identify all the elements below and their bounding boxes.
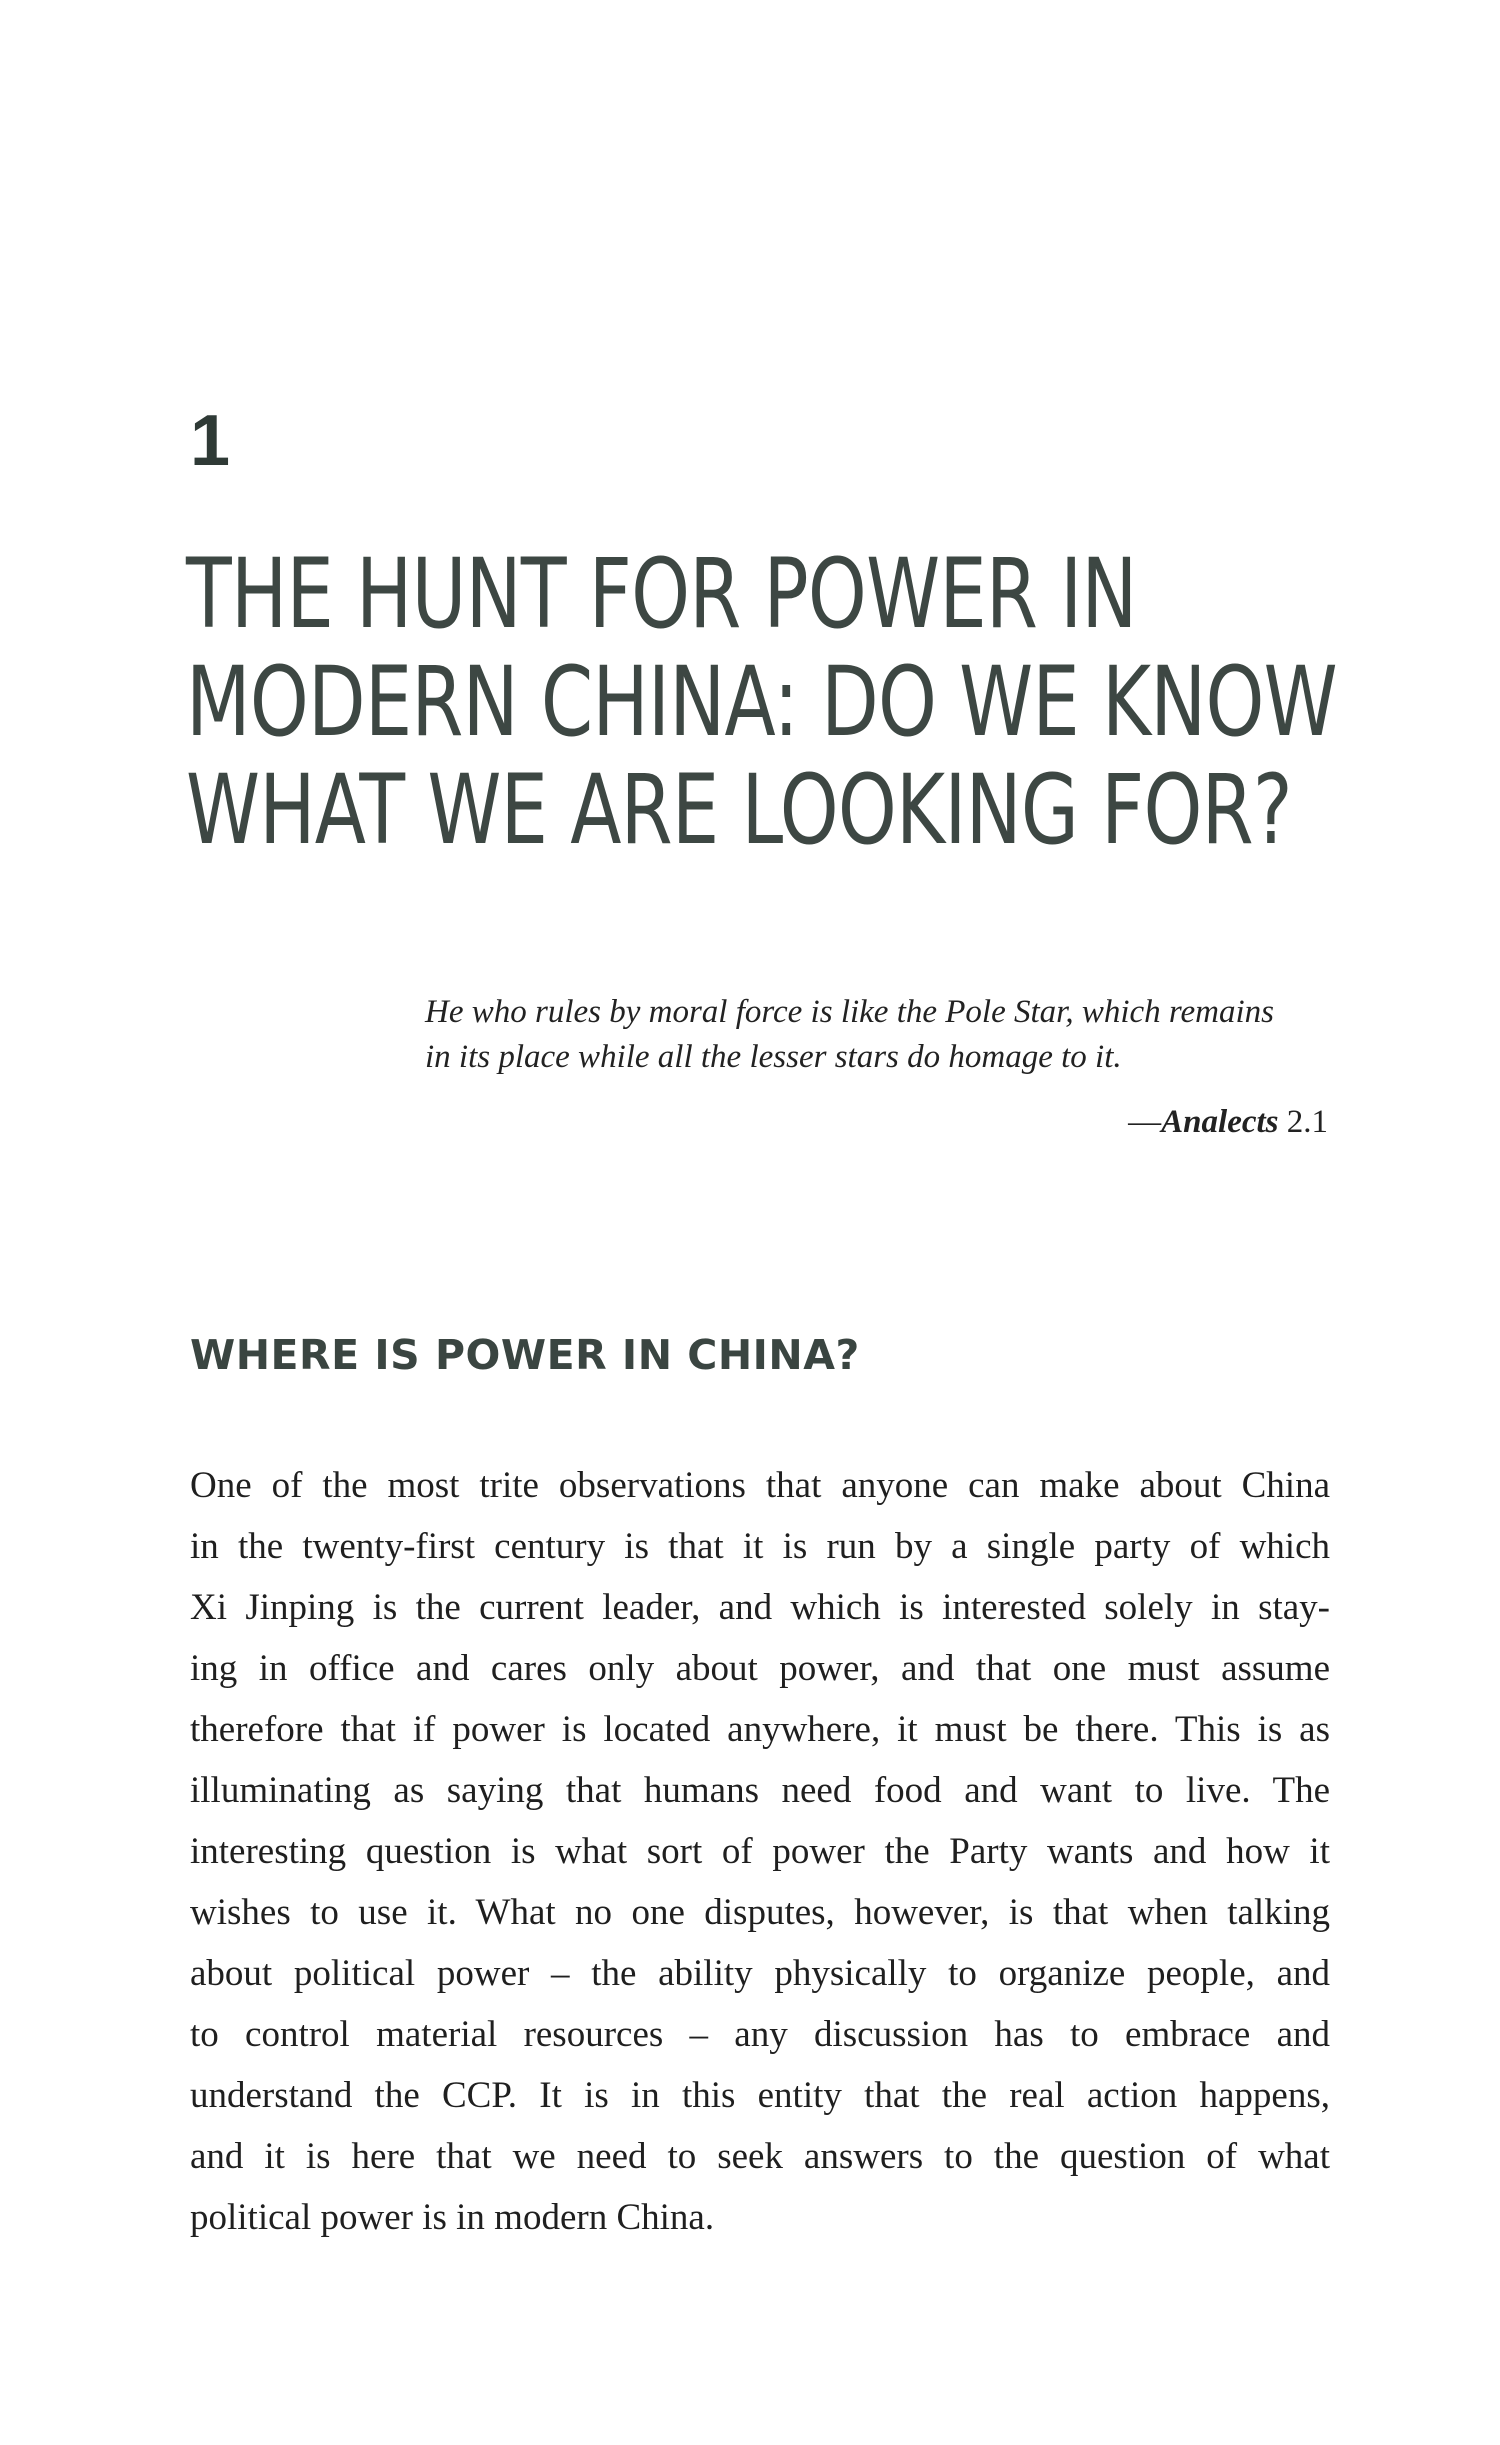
chapter-title-line: MODERN CHINA: DO WE KNOW	[186, 646, 1337, 758]
section-heading: WHERE IS POWER IN CHINA?	[190, 1331, 860, 1379]
body-line: Xi Jinping is the current leader, and which is interested solely in stay-	[190, 1587, 1330, 1628]
body-line: to control material resources – any discussion has to embrace and	[190, 2014, 1330, 2055]
body-line: One of the most trite observations that anyone can make about China	[190, 1465, 1330, 1506]
body-line: understand the CCP. It is in this entity that the real action happens,	[190, 2075, 1330, 2116]
body-line: ing in office and cares only about power, and that one must assume	[190, 1648, 1330, 1689]
body-line: wishes to use it. What no one disputes, however, is that when talking	[190, 1892, 1330, 1933]
body-line: in the twenty-first century is that it is run by a single party of which	[190, 1526, 1330, 1567]
body-line: political power is in modern China.	[190, 2197, 715, 2238]
body-line: interesting question is what sort of power the Party wants and how it	[190, 1831, 1330, 1872]
epigraph-line: in its place while all the lesser stars do homage to it.	[425, 1039, 1122, 1075]
body-line: about political power – the ability physically to organize people, and	[190, 1953, 1330, 1994]
body-line: and it is here that we need to seek answers to the question of what	[190, 2136, 1330, 2177]
chapter-number: 1	[190, 401, 231, 481]
epigraph-source-work: Analects	[1161, 1104, 1279, 1140]
epigraph-source-ref: 2.1	[1278, 1104, 1328, 1140]
epigraph-source-dash: —	[1128, 1104, 1162, 1140]
body-line: illuminating as saying that humans need food and want to live. The	[190, 1770, 1330, 1811]
body-line: therefore that if power is located anywhere, it must be there. This is as	[190, 1709, 1330, 1750]
body-paragraph	[190, 1455, 1330, 2248]
epigraph-line: He who rules by moral force is like the Pole Star, which remains	[425, 994, 1275, 1030]
chapter-title-line: THE HUNT FOR POWER IN	[186, 538, 1137, 650]
chapter-title	[186, 538, 1337, 866]
chapter-title-line: WHAT WE ARE LOOKING FOR?	[186, 754, 1292, 866]
epigraph-quote	[425, 990, 1325, 1080]
epigraph-source	[900, 1100, 1328, 1145]
